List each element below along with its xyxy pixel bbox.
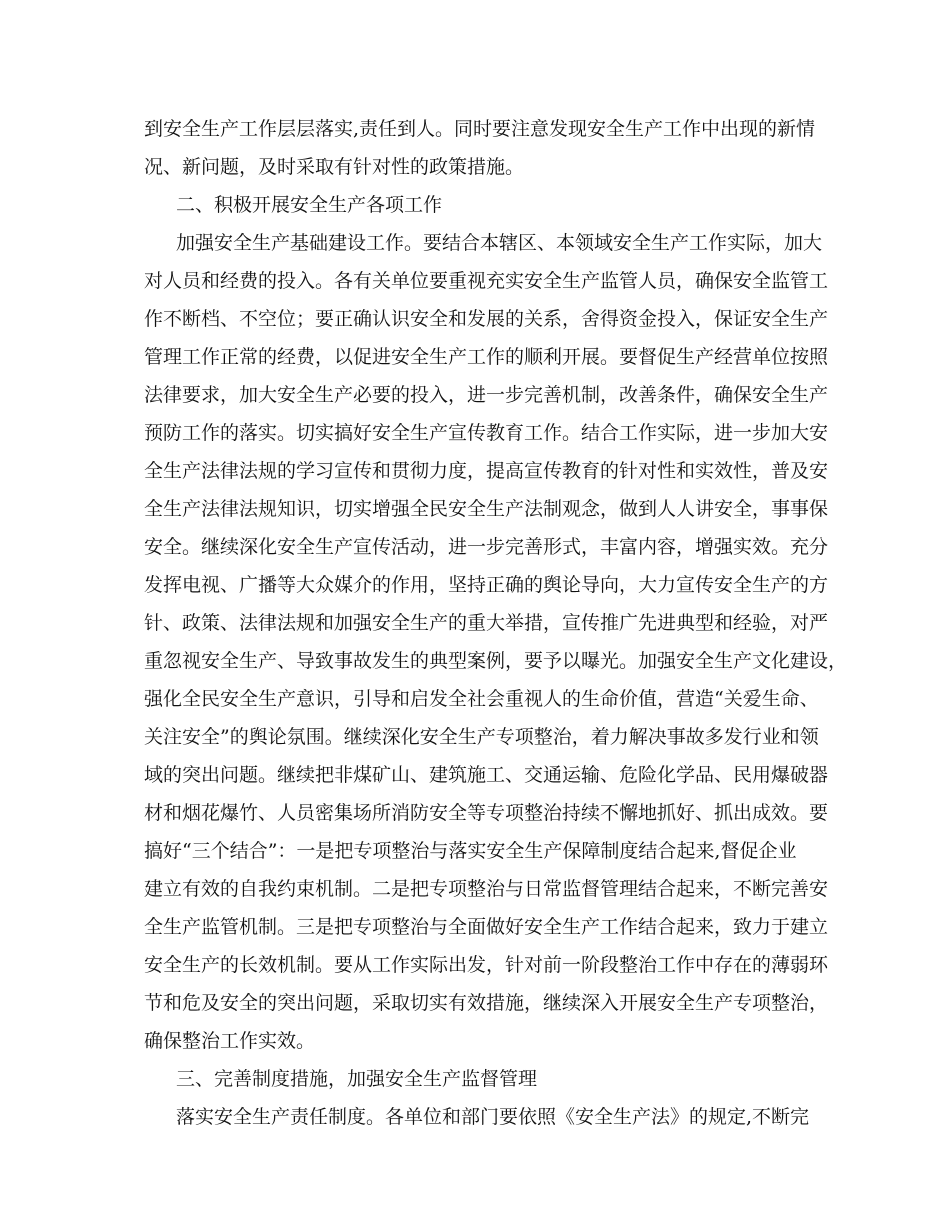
body-text-line: 针、政策、法律法规和加强安全生产的重大举措，宣传推广先进典型和经验，对严	[144, 612, 829, 634]
body-text-line: 材和烟花爆竹、人员密集场所消防安全等专项整治持续不懈地抓好、抓出成效。要	[144, 802, 829, 824]
body-text-line: 建立有效的自我约束机制。二是把专项整治与日常监督管理结合起来，不断完善安	[144, 878, 829, 900]
section-heading: 二、积极开展安全生产各项工作	[176, 194, 443, 216]
section-heading: 三、完善制度措施，加强安全生产监督管理	[176, 1068, 538, 1090]
body-text-line: 全生产监管机制。三是把专项整治与全面做好安全生产工作结合起来，致力于建立	[144, 916, 829, 938]
body-text-line: 搞好“三个结合”：一是把专项整治与落实安全生产保障制度结合起来,督促企业	[144, 840, 797, 862]
body-text-line: 重忽视安全生产、导致事故发生的典型案例，要予以曝光。加强安全生产文化建设，	[144, 650, 848, 672]
body-text-line: 安全。继续深化安全生产宣传活动，进一步完善形式，丰富内容，增强实效。充分	[144, 536, 829, 558]
body-text-line: 预防工作的落实。切实搞好安全生产宣传教育工作。结合工作实际，进一步加大安	[144, 422, 829, 444]
body-text-line: 域的突出问题。继续把非煤矿山、建筑施工、交通运输、危险化学品、民用爆破器	[144, 764, 829, 786]
body-text-line: 法律要求，加大安全生产必要的投入，进一步完善机制，改善条件，确保安全生产	[144, 384, 829, 406]
body-text-line: 全生产法律法规的学习宣传和贯彻力度，提高宣传教育的针对性和实效性，普及安	[144, 460, 829, 482]
body-text-line: 到安全生产工作层层落实,责任到人。同时要注意发现安全生产工作中出现的新情	[144, 118, 816, 140]
body-text-line: 确保整治工作实效。	[144, 1030, 316, 1052]
body-text-line: 安全生产的长效机制。要从工作实际出发，针对前一阶段整治工作中存在的薄弱环	[144, 954, 829, 976]
body-text-line: 全生产法律法规知识，切实增强全民安全生产法制观念，做到人人讲安全，事事保	[144, 498, 829, 520]
body-text-line: 节和危及安全的突出问题，采取切实有效措施，继续深入开展安全生产专项整治，	[144, 992, 829, 1014]
body-text-line: 发挥电视、广播等大众媒介的作用，坚持正确的舆论导向，大力宣传安全生产的方	[144, 574, 829, 596]
body-text-line: 管理工作正常的经费，以促进安全生产工作的顺利开展。要督促生产经营单位按照	[144, 346, 829, 368]
body-text-line: 对人员和经费的投入。各有关单位要重视充实安全生产监管人员，确保安全监管工	[144, 270, 829, 292]
paragraph-first-line: 落实安全生产责任制度。各单位和部门要依照《安全生产法》的规定,不断完	[176, 1106, 810, 1128]
body-text-line: 关注安全”的舆论氛围。继续深化安全生产专项整治，着力解决事故多发行业和领	[144, 726, 819, 748]
paragraph-first-line: 加强安全生产基础建设工作。要结合本辖区、本领域安全生产工作实际，加大	[176, 232, 823, 254]
body-text-line: 作不断档、不空位；要正确认识安全和发展的关系，舍得资金投入，保证安全生产	[144, 308, 829, 330]
body-text-line: 况、新问题，及时采取有针对性的政策措施。	[144, 156, 525, 178]
body-text-line: 强化全民安全生产意识，引导和启发全社会重视人的生命价值，营造“关爱生命、	[144, 688, 819, 710]
